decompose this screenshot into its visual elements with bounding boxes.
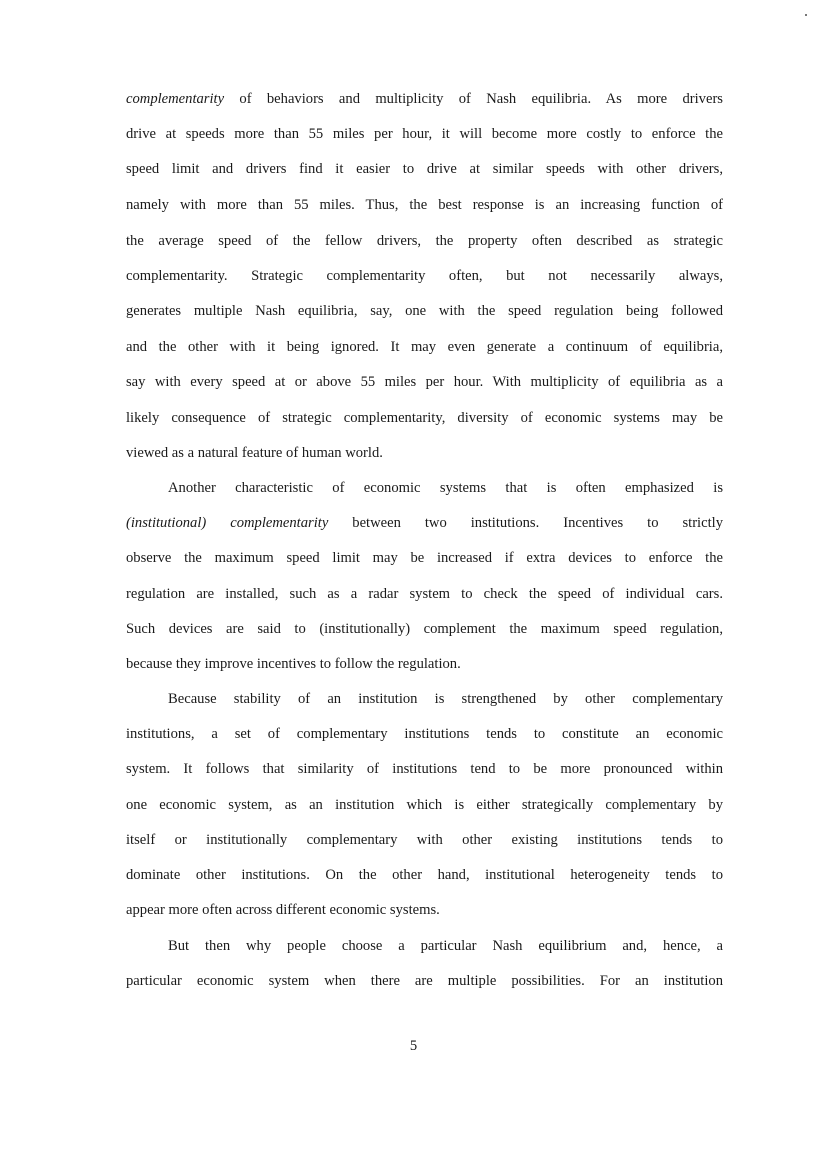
text-line: particular economic system when there are multiple possibilities. For an institution (126, 973, 723, 989)
emphasis-term: complementarity (126, 91, 225, 107)
text-line: itself or institutionally complementary with other existing institutions tends to (126, 832, 723, 848)
page-number: 5 (409, 1038, 418, 1054)
text-line: observe the maximum speed limit may be increased if extra devices to enforce the (126, 550, 723, 566)
text-line: system. It follows that similarity of institutions tend to be more pronounced within (126, 761, 723, 777)
text-line: drive at speeds more than 55 miles per hour, it will become more costly to enforce the (126, 126, 723, 142)
text-line: regulation are installed, such as a radar system to check the speed of individual cars. (126, 586, 723, 602)
text-line: viewed as a natural feature of human world. (126, 445, 383, 461)
text-line: likely consequence of strategic complementarity, diversity of economic systems may be (126, 410, 723, 426)
corner-mark (805, 14, 807, 16)
text-line: (institutional) complementarity between two institutions. Incentives to strictly (126, 515, 723, 531)
text-line: Because stability of an institution is strengthened by other complementary (168, 691, 723, 707)
text-line: generates multiple Nash equilibria, say, one with the speed regulation being followed (126, 303, 723, 319)
text-line: complementarity of behaviors and multiplicity of Nash equilibria. As more drivers (126, 91, 723, 107)
text-line: appear more often across different economic systems. (126, 902, 440, 918)
text-line: one economic system, as an institution which is either strategically complementary by (126, 797, 723, 813)
text-line: because they improve incentives to follow the regulation. (126, 656, 461, 672)
text-line: Another characteristic of economic systems that is often emphasized is (168, 480, 723, 496)
text-line: the average speed of the fellow drivers, the property often described as strategic (126, 233, 723, 249)
text-line: But then why people choose a particular Nash equilibrium and, hence, a (168, 938, 723, 954)
text-line: and the other with it being ignored. It may even generate a continuum of equilibria, (126, 339, 723, 355)
text-line: dominate other institutions. On the other hand, institutional heterogeneity tends to (126, 867, 723, 883)
text-line: say with every speed at or above 55 miles per hour. With multiplicity of equilibria as a (126, 374, 723, 390)
text-line: institutions, a set of complementary institutions tends to constitute an economic (126, 726, 723, 742)
text-line: speed limit and drivers find it easier to drive at similar speeds with other drivers, (126, 161, 723, 177)
text-line: Such devices are said to (institutionally) complement the maximum speed regulation, (126, 621, 723, 637)
text-line: complementarity. Strategic complementarity often, but not necessarily always, (126, 268, 723, 284)
emphasis-term: (institutional) complementarity (126, 515, 329, 531)
text-line: namely with more than 55 miles. Thus, the best response is an increasing function of (126, 197, 723, 213)
